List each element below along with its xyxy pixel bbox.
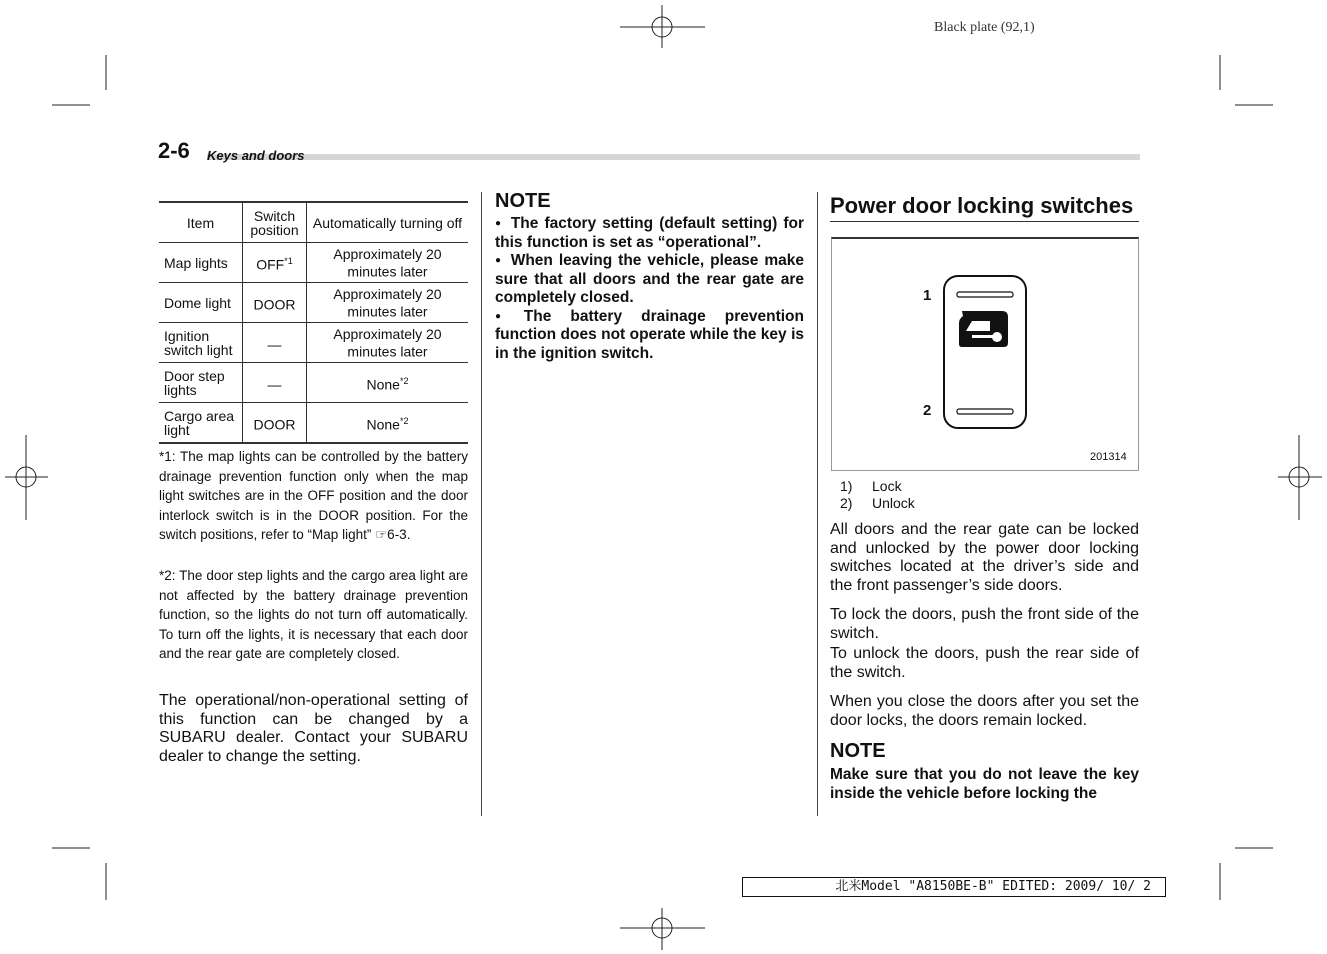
table-cell-item: Ignition switch light bbox=[164, 327, 233, 358]
table-cell-item: Map lights bbox=[164, 254, 228, 271]
table-cell-switch: OFF$^{*1}$ bbox=[243, 243, 307, 283]
door-lock-icon bbox=[959, 311, 1008, 347]
table-header-row bbox=[159, 202, 468, 243]
note-item: ● The battery drainage prevention function does not operate while the key is in the ignition switch. bbox=[495, 307, 804, 362]
table-row bbox=[159, 323, 468, 363]
section-title: Keys and doors bbox=[207, 148, 305, 163]
table-cell-auto: Approximately 20 minutes later bbox=[307, 283, 469, 323]
header-bar bbox=[207, 154, 1140, 160]
footnote-ref: *1 bbox=[284, 255, 293, 266]
note-item: ● The factory setting (default setting) for this function is set as “operational”. bbox=[495, 215, 804, 251]
door-lock-switch-illustration bbox=[832, 239, 1138, 470]
footnote-ref: *2 bbox=[399, 415, 409, 426]
table-header-cell: Item bbox=[186, 214, 215, 231]
table-cell-switch: — bbox=[243, 363, 307, 403]
table-cell-switch: DOOR bbox=[243, 283, 307, 323]
power-paragraph-2a: To lock the doors, push the front side of the switch. bbox=[830, 606, 1139, 642]
table-row bbox=[159, 403, 468, 444]
power-door-locking-title: Power door locking switches bbox=[830, 193, 1139, 222]
table-cell-item: Dome light bbox=[164, 294, 231, 311]
registration-mark-bottom bbox=[620, 908, 705, 950]
table-cell-switch: — bbox=[243, 323, 307, 363]
footnote-2: *2: The door step lights and the cargo area light are not affected by the battery drainage prevention function, so the lights do not turn off automatically. To turn off the lights, it is necessary that each door and the rear gate are completely closed. bbox=[159, 568, 468, 661]
table-cell-auto: Approximately 20 minutes later bbox=[307, 323, 469, 363]
table-header-cell: Switch position bbox=[243, 202, 307, 243]
note-title: NOTE bbox=[495, 190, 551, 212]
footnote-ref: *2 bbox=[399, 375, 409, 386]
switch-figure bbox=[831, 237, 1139, 471]
column-divider-2 bbox=[817, 192, 818, 816]
registration-mark-left bbox=[5, 435, 48, 520]
power-paragraph-3: When you close the doors after you set the door locks, the doors remain locked. bbox=[830, 693, 1139, 729]
figure-label-1: 1 bbox=[923, 287, 932, 304]
footnote-1: *1: The map lights can be controlled by the battery drainage prevention function only when the map light switches are in the OFF position and the door interlock switch is in the DOOR position. For the switch positions, refer to “Map light” ☞6-3. bbox=[159, 449, 468, 542]
page-number: 2-6 bbox=[158, 138, 190, 163]
note-body-2: Make sure that you do not leave the key inside the vehicle before locking the bbox=[830, 766, 1139, 802]
table-row bbox=[159, 283, 468, 323]
table-cell-switch: DOOR bbox=[243, 403, 307, 444]
table-cell-item: Door step lights bbox=[164, 367, 225, 398]
bullet-icon: ● bbox=[495, 218, 503, 229]
registration-mark-right bbox=[1278, 435, 1322, 520]
table-row bbox=[159, 243, 468, 283]
lights-table bbox=[159, 201, 468, 444]
power-paragraph-2b: To unlock the doors, push the rear side of the switch. bbox=[830, 645, 1139, 681]
bullet-icon: ● bbox=[495, 310, 516, 322]
registration-mark-top bbox=[620, 5, 705, 48]
note-body bbox=[495, 215, 804, 363]
figure-label-2: 2 bbox=[923, 402, 932, 419]
figure-code: 201314 bbox=[1090, 451, 1127, 463]
caption-lock: 1) Lock bbox=[840, 478, 902, 494]
table-header-cell: Automatically turning off bbox=[307, 202, 469, 243]
table-cell-item: Cargo area light bbox=[164, 407, 235, 438]
column-divider-1 bbox=[481, 192, 482, 816]
caption-unlock: 2) Unlock bbox=[840, 495, 915, 511]
table-row bbox=[159, 363, 468, 403]
table-cell-auto: None$^{*2}$ bbox=[307, 363, 469, 403]
bullet-icon: ● bbox=[495, 255, 503, 266]
power-paragraph-1: All doors and the rear gate can be locked and unlocked by the power door locking switches located at the driver’s side and the front passenger’s side doors. bbox=[830, 521, 1139, 594]
table-cell-auto: None$^{*2}$ bbox=[307, 403, 469, 444]
left-paragraph: The operational/non-operational setting of this function can be changed by a SUBARU dealer. Contact your SUBARU dealer to change the setting. bbox=[159, 692, 468, 765]
note-item: ● When leaving the vehicle, please make sure that all doors and the rear gate are completely closed. bbox=[495, 252, 804, 306]
footer-edit-info: 北米Model "A8150BE-B" EDITED: 2009/ 10/ 2 bbox=[742, 877, 1166, 897]
plate-label: Black plate (92,1) bbox=[934, 20, 1035, 35]
table-cell-auto: Approximately 20 minutes later bbox=[307, 243, 469, 283]
note-title-2: NOTE bbox=[830, 740, 886, 762]
